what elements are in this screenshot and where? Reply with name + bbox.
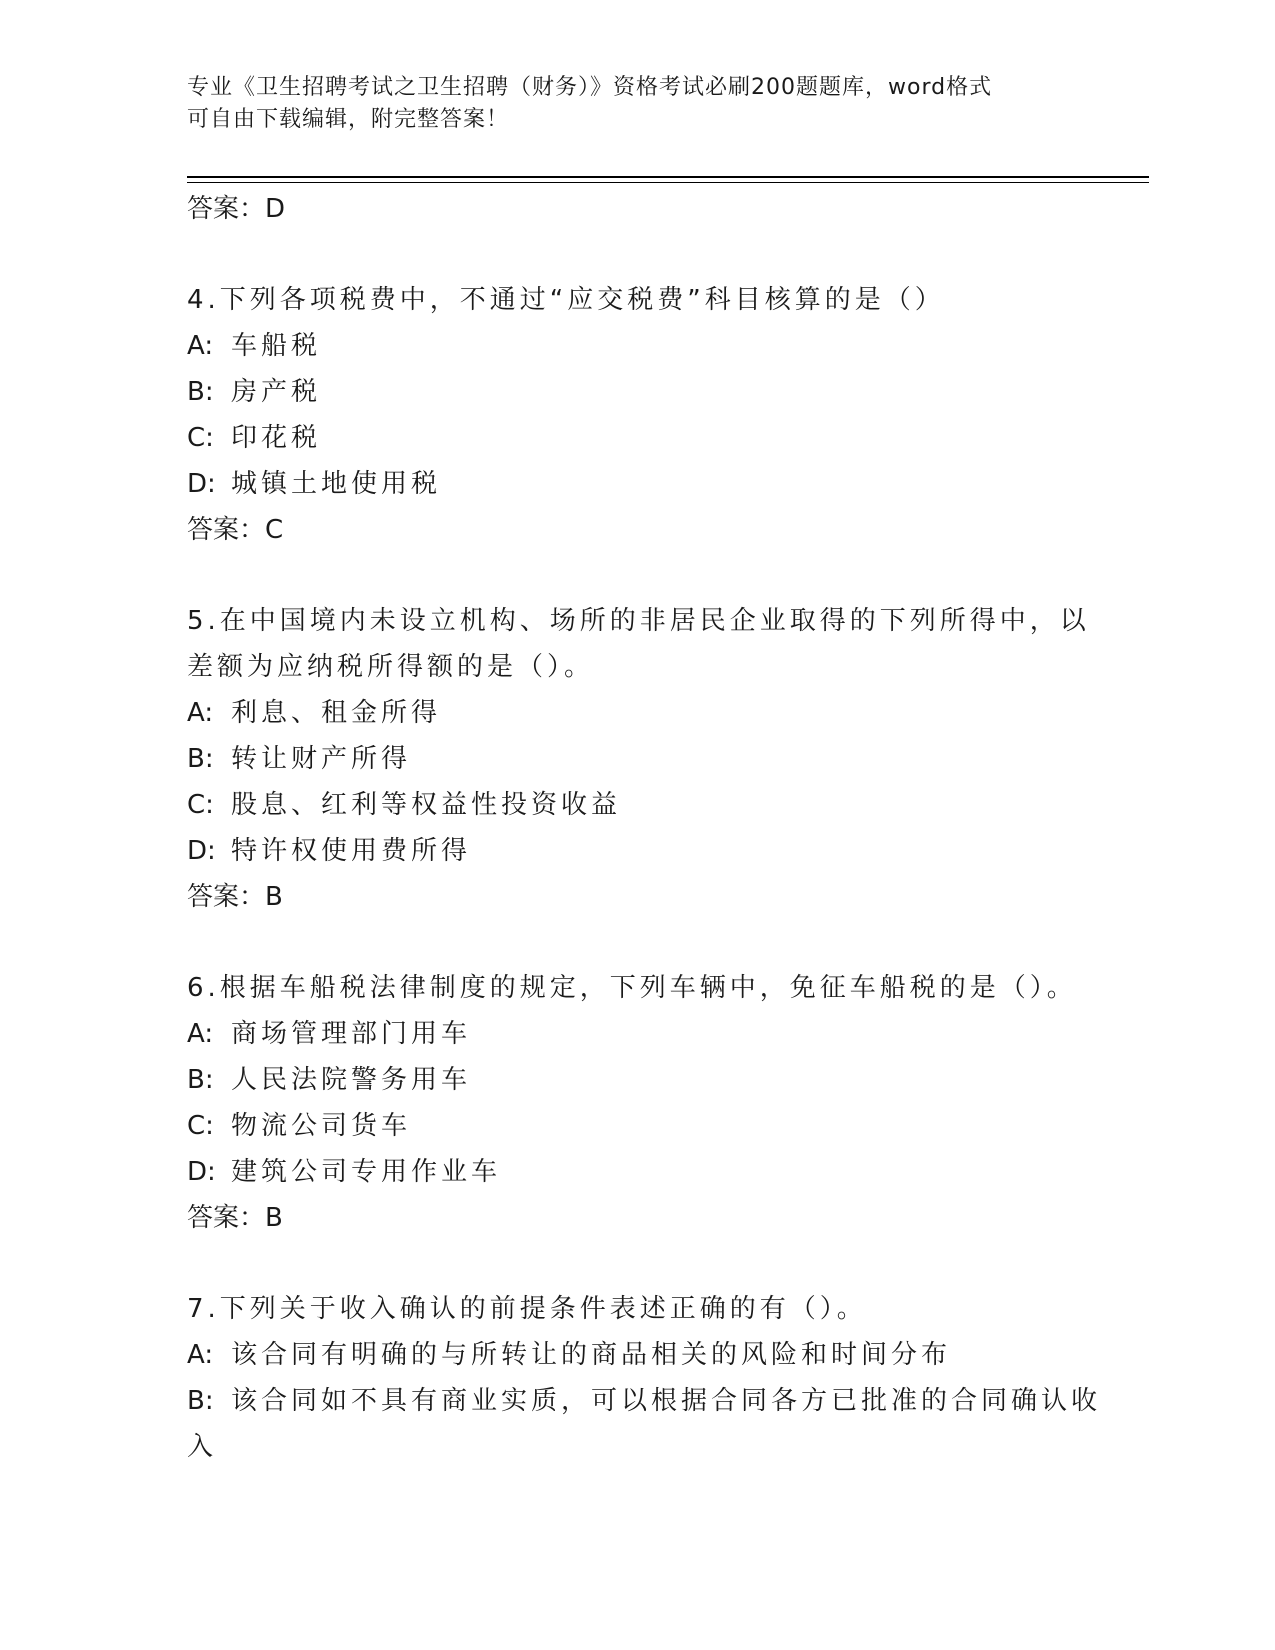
answer-line: 答案：B: [187, 1203, 283, 1233]
option-letter: B:: [187, 744, 214, 774]
option-letter: C:: [187, 1111, 214, 1141]
option-letter: A:: [187, 1019, 214, 1049]
question-list: [187, 186, 1102, 1470]
option-text: 转让财产所得: [231, 744, 412, 774]
option-text: 人民法院警务用车: [231, 1065, 472, 1095]
question-spacer: [187, 553, 1087, 598]
option-text: 该合同如不具有商业实质，可以根据合同各方已批准的合同确认收: [231, 1386, 1102, 1416]
question-block: [187, 598, 1090, 920]
question-block: [187, 1286, 1102, 1470]
option-item: [187, 690, 1087, 736]
option-letter: D:: [187, 836, 216, 866]
option-item: [187, 369, 1087, 415]
option-text: 房产税: [231, 377, 322, 407]
option-text: 股息、红利等权益性投资收益: [231, 790, 622, 820]
question-block: [187, 277, 1087, 553]
option-letter: D:: [187, 469, 216, 499]
answer-line: 答案：D: [187, 194, 286, 224]
option-item: [187, 782, 1087, 828]
option-item: [187, 323, 1087, 369]
option-item: [187, 1149, 1087, 1195]
option-letter: A:: [187, 698, 214, 728]
answer-line: 答案：C: [187, 515, 284, 545]
option-text: 印花税: [231, 423, 322, 453]
option-letter: B:: [187, 1065, 214, 1095]
option-item: [187, 1011, 1087, 1057]
option-text: 该合同有明确的与所转让的商品相关的风险和时间分布: [231, 1340, 952, 1370]
option-text: 城镇土地使用税: [231, 469, 442, 499]
option-letter: A:: [187, 1340, 214, 1370]
answer-line: 答案：B: [187, 882, 283, 912]
header-line-1: 专业《卫生招聘考试之卫生招聘（财务）》资格考试必刷200题题库，word格式: [187, 75, 993, 100]
option-text: 入: [187, 1432, 218, 1462]
option-item: [187, 1424, 1087, 1470]
option-letter: D:: [187, 1157, 216, 1187]
question-block: [187, 965, 1087, 1241]
question-stem: 差额为应纳税所得额的是（）。: [187, 652, 595, 682]
option-letter: C:: [187, 790, 214, 820]
question-stem: 5.在中国境内未设立机构、场所的非居民企业取得的下列所得中，以: [187, 606, 1090, 636]
option-text: 物流公司货车: [231, 1111, 412, 1141]
question-spacer: [187, 920, 1087, 965]
header-divider-thin: [187, 182, 1149, 183]
option-letter: B:: [187, 377, 214, 407]
option-item: [187, 1332, 1087, 1378]
header-divider-thick: [187, 176, 1149, 178]
question-stem: 7.下列关于收入确认的前提条件表述正确的有（）。: [187, 1294, 867, 1324]
option-item: [187, 1103, 1087, 1149]
question-stem: 6.根据车船税法律制度的规定，下列车辆中，免征车船税的是（）。: [187, 973, 1077, 1003]
option-letter: B:: [187, 1386, 214, 1416]
option-letter: C:: [187, 423, 214, 453]
option-item: [187, 736, 1087, 782]
option-text: 特许权使用费所得: [231, 836, 472, 866]
option-text: 建筑公司专用作业车: [231, 1157, 502, 1187]
option-item: [187, 1057, 1087, 1103]
option-item: [187, 1378, 1102, 1424]
option-text: 利息、租金所得: [231, 698, 442, 728]
header-line-2: 可自由下载编辑，附完整答案！: [187, 107, 510, 132]
option-text: 商场管理部门用车: [231, 1019, 472, 1049]
option-text: 车船税: [231, 331, 322, 361]
question-stem: 4.下列各项税费中，不通过“应交税费”科目核算的是（）: [187, 285, 945, 315]
question-spacer: [187, 232, 1087, 277]
option-item: [187, 415, 1087, 461]
option-letter: A:: [187, 331, 214, 361]
question-spacer: [187, 1241, 1087, 1286]
document-header: [187, 72, 1067, 136]
option-item: [187, 828, 1087, 874]
option-item: [187, 461, 1087, 507]
